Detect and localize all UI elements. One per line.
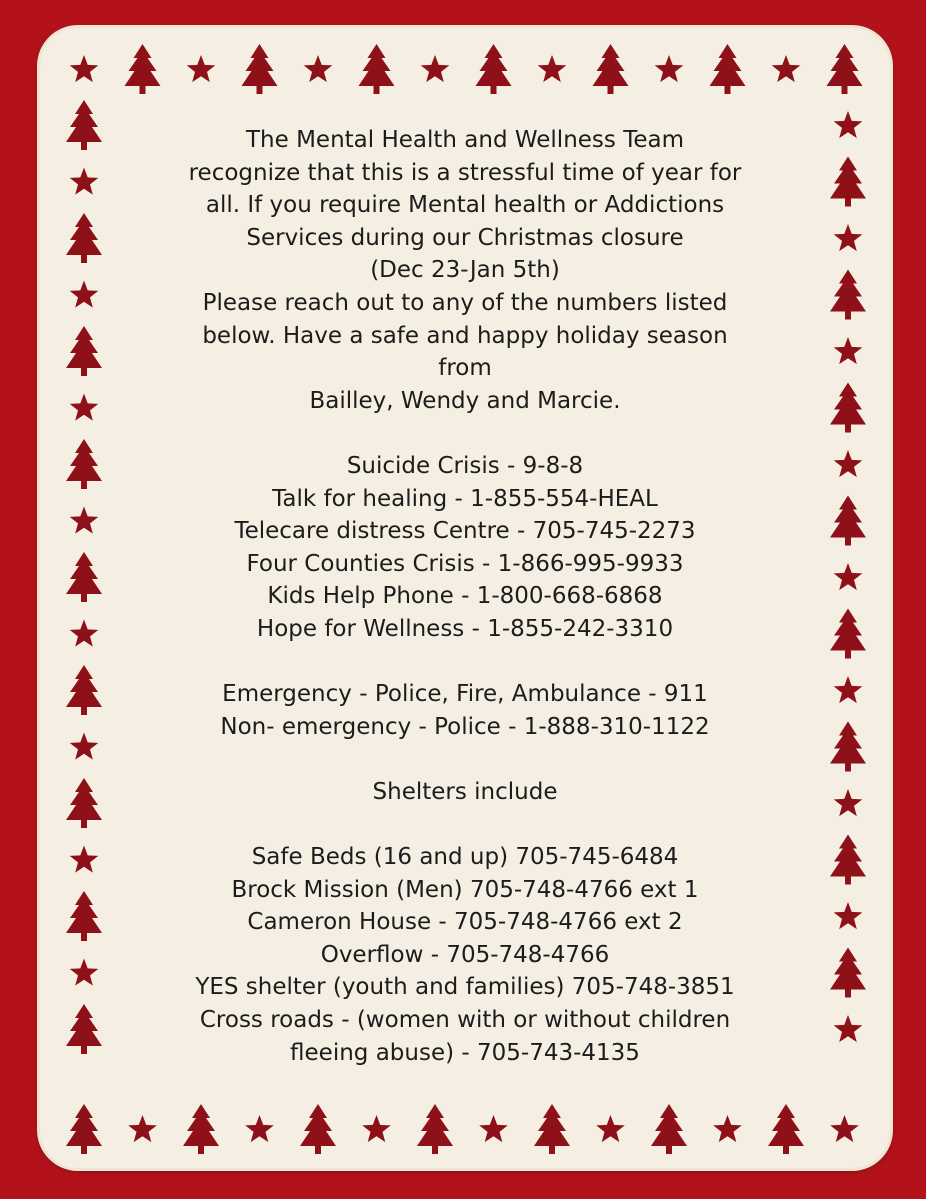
intro-line: all. If you require Mental health or Addictions xyxy=(205,192,725,219)
christmas-tree-icon xyxy=(827,44,863,94)
star-icon xyxy=(834,676,863,703)
christmas-tree-icon xyxy=(830,270,866,320)
christmas-tree-icon xyxy=(710,44,746,94)
star-icon xyxy=(70,394,99,421)
crisis-line-kids-help: Kids Help Phone - 1-800-668-6868 xyxy=(267,583,663,610)
christmas-tree-icon xyxy=(66,213,102,263)
christmas-tree-icon xyxy=(830,383,866,433)
christmas-tree-icon xyxy=(66,100,102,150)
card-body xyxy=(160,124,770,1069)
star-icon xyxy=(713,1115,742,1142)
christmas-tree-icon xyxy=(651,1104,687,1154)
star-icon xyxy=(70,733,99,760)
shelter-line: Safe Beds (16 and up) 705-745-6484 xyxy=(251,844,679,871)
emergency-line: Emergency - Police, Fire, Ambulance - 911 xyxy=(222,681,708,708)
shelter-line: Brock Mission (Men) 705-748-4766 ext 1 xyxy=(231,876,699,903)
christmas-tree-icon xyxy=(66,891,102,941)
christmas-tree-icon xyxy=(830,157,866,207)
star-icon xyxy=(834,224,863,251)
star-icon xyxy=(830,1115,859,1142)
christmas-tree-icon xyxy=(66,1004,102,1054)
intro-line: Services during our Christmas closure xyxy=(246,224,684,251)
shelter-line: Cameron House - 705-748-4766 ext 2 xyxy=(247,909,683,936)
star-icon xyxy=(70,55,99,82)
christmas-tree-icon xyxy=(183,1104,219,1154)
christmas-tree-icon xyxy=(830,609,866,659)
christmas-tree-icon xyxy=(830,835,866,885)
christmas-tree-icon xyxy=(768,1104,804,1154)
christmas-tree-icon xyxy=(66,326,102,376)
shelter-line: fleeing abuse) - 705-743-4135 xyxy=(290,1039,640,1066)
christmas-tree-icon xyxy=(476,44,512,94)
star-icon xyxy=(834,1015,863,1042)
star-icon xyxy=(479,1115,508,1142)
star-icon xyxy=(362,1115,391,1142)
star-icon xyxy=(70,507,99,534)
star-icon xyxy=(70,959,99,986)
christmas-tree-icon xyxy=(830,496,866,546)
christmas-tree-icon xyxy=(300,1104,336,1154)
christmas-tree-icon xyxy=(66,439,102,489)
star-icon xyxy=(834,902,863,929)
star-icon xyxy=(70,168,99,195)
intro-line: recognize that this is a stressful time of year for xyxy=(188,159,742,186)
star-icon xyxy=(596,1115,625,1142)
christmas-tree-icon xyxy=(242,44,278,94)
crisis-line-four-counties: Four Counties Crisis - 1-866-995-9933 xyxy=(246,550,684,577)
star-icon xyxy=(187,55,216,82)
intro-line: The Mental Health and Wellness Team xyxy=(245,127,684,153)
christmas-tree-icon xyxy=(66,778,102,828)
intro-line: (Dec 23-Jan 5th) xyxy=(370,257,560,284)
christmas-tree-icon xyxy=(593,44,629,94)
non-emergency-line: Non- emergency - Police - 1-888-310-1122 xyxy=(220,713,710,740)
star-icon xyxy=(304,55,333,82)
star-icon xyxy=(834,337,863,364)
star-icon xyxy=(655,55,684,82)
crisis-line-telecare: Telecare distress Centre - 705-745-2273 xyxy=(234,518,696,545)
christmas-tree-icon xyxy=(830,722,866,772)
christmas-tree-icon xyxy=(830,948,866,998)
star-icon xyxy=(538,55,567,82)
crisis-line-talk-for-healing: Talk for healing - 1-855-554-HEAL xyxy=(272,485,658,512)
christmas-tree-icon xyxy=(534,1104,570,1154)
star-icon xyxy=(834,450,863,477)
signature-line: Bailley, Wendy and Marcie. xyxy=(309,387,621,414)
shelter-line: Overflow - 705-748-4766 xyxy=(320,941,610,968)
star-icon xyxy=(834,111,863,138)
star-icon xyxy=(834,563,863,590)
christmas-tree-icon xyxy=(66,665,102,715)
christmas-tree-icon xyxy=(66,1104,102,1154)
star-icon xyxy=(772,55,801,82)
shelter-line: Cross roads - (women with or without children xyxy=(199,1007,731,1034)
star-icon xyxy=(70,281,99,308)
star-icon xyxy=(834,789,863,816)
christmas-tree-icon xyxy=(66,552,102,602)
crisis-line-hope-for-wellness: Hope for Wellness - 1-855-242-3310 xyxy=(256,615,674,642)
intro-line: below. Have a safe and happy holiday season xyxy=(202,322,728,349)
star-icon xyxy=(70,846,99,873)
intro-line: from xyxy=(438,355,492,382)
star-icon xyxy=(128,1115,157,1142)
shelters-heading: Shelters include xyxy=(372,778,558,805)
shelter-line: YES shelter (youth and families) 705-748-3851 xyxy=(195,974,735,1001)
star-icon xyxy=(245,1115,274,1142)
christmas-tree-icon xyxy=(125,44,161,94)
intro-line: Please reach out to any of the numbers listed xyxy=(202,289,728,316)
christmas-tree-icon xyxy=(359,44,395,94)
christmas-tree-icon xyxy=(417,1104,453,1154)
crisis-line-suicide: Suicide Crisis - 9-8-8 xyxy=(346,452,584,479)
star-icon xyxy=(70,620,99,647)
star-icon xyxy=(421,55,450,82)
